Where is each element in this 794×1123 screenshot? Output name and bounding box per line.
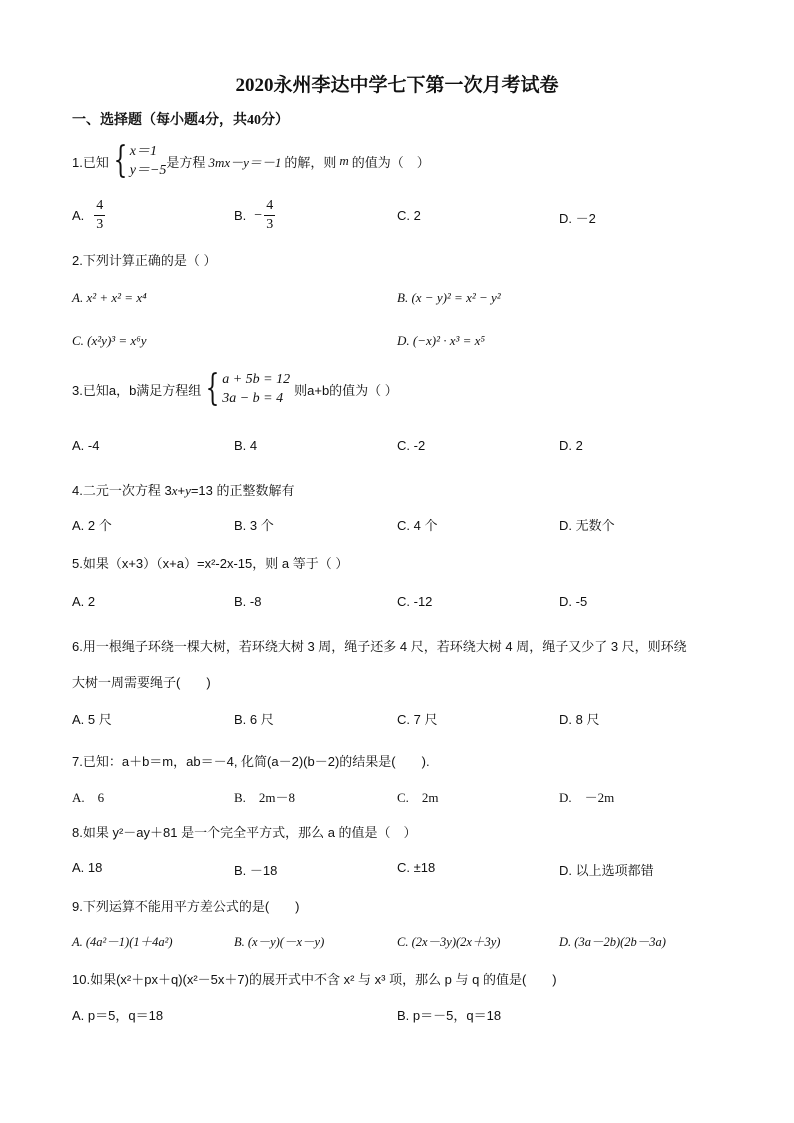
- q1-option-a-denominator: 3: [96, 217, 104, 232]
- question-1-stem: [72, 142, 430, 180]
- q3-equation-system: { a + 5b = 12 3a − b = 4: [205, 368, 291, 409]
- q1-option-b[interactable]: [234, 197, 275, 234]
- q6-option-a[interactable]: A. 5 尺: [72, 712, 112, 727]
- question-6-stem-line-1: 6.用一根绳子环绕一棵大树，若环绕大树 3 周，绳子还多 4 尺，若环绕大树 4 周，绳子又少了 3 尺，则环绕: [72, 639, 687, 654]
- question-7-stem: 7.已知：a＋b＝m，ab＝－4, 化简(a－2)(b－2)的结果是( ).: [72, 754, 430, 769]
- q1-option-b-fraction: [264, 197, 275, 234]
- q3-option-d[interactable]: D. 2: [559, 438, 583, 453]
- q4-stem-pre: 4.二元一次方程 3: [72, 483, 172, 498]
- q9-option-a[interactable]: A. (4a²－1)(1＋4a²): [72, 935, 173, 949]
- q3-option-c[interactable]: C. -2: [397, 438, 426, 453]
- q2-option-c[interactable]: C. (x²y)³ = x⁶y: [72, 333, 147, 348]
- question-5-stem: 5.如果（x+3）（x+a）=x²-2x-15，则 a 等于（ ）: [72, 556, 349, 571]
- q1-system-row-2: y＝−5: [129, 163, 167, 178]
- question-6-stem-line-2: 大树一周需要绳子( ): [72, 675, 211, 690]
- q4-plus: +: [177, 483, 186, 498]
- q6-option-c[interactable]: C. 7 尺: [397, 712, 438, 727]
- q1-variable: m: [339, 153, 349, 168]
- q9-option-d[interactable]: D. (3a－2b)(2b－3a): [559, 935, 666, 949]
- q5-option-d[interactable]: D. -5: [559, 594, 588, 609]
- q5-option-a[interactable]: A. 2: [72, 594, 96, 609]
- q8-option-d[interactable]: D. 以上选项都错: [559, 863, 654, 878]
- q3-suffix: 则a+b的值为（ ）: [294, 382, 398, 398]
- question-2-stem: 2.下列计算正确的是（ ）: [72, 253, 217, 268]
- q3-prefix: 3.已知a，b满足方程组: [72, 382, 202, 398]
- q1-option-b-sign: −: [254, 207, 263, 223]
- section-heading: 一、选择题（每小题4分，共40分）: [72, 113, 289, 128]
- q3-system-row-1: a + 5b = 12: [222, 372, 291, 387]
- q7-option-a[interactable]: A. 6: [72, 790, 105, 805]
- q1-option-a-label: A.: [72, 208, 85, 223]
- q5-option-b[interactable]: B. -8: [234, 594, 262, 609]
- q1-option-b-label: B.: [234, 208, 247, 223]
- q10-option-b[interactable]: B. p＝－5，q＝18: [397, 1008, 502, 1023]
- q1-end: 的值为（ ）: [351, 154, 430, 170]
- q4-option-b[interactable]: B. 3 个: [234, 518, 274, 533]
- question-3-stem: [72, 370, 398, 408]
- question-9-stem: 9.下列运算不能用平方差公式的是( ): [72, 899, 300, 914]
- q1-option-a-fraction: [94, 197, 105, 234]
- q3-option-a[interactable]: A. -4: [72, 438, 100, 453]
- q7-option-c[interactable]: C. 2m: [397, 790, 439, 805]
- q1-option-a[interactable]: [72, 197, 105, 234]
- q2-option-a[interactable]: A. x² + x² = x⁴: [72, 290, 147, 305]
- q9-option-c[interactable]: C. (2x－3y)(2x＋3y): [397, 935, 501, 949]
- question-4-stem: [72, 480, 295, 499]
- q4-stem-post: =13 的正整数解有: [190, 483, 295, 498]
- page-title: 2020永州李达中学七下第一次月考试卷: [235, 75, 559, 96]
- q4-var-y: y: [185, 483, 191, 498]
- q6-option-b[interactable]: B. 6 尺: [234, 712, 274, 727]
- q7-option-b[interactable]: B. 2m－8: [234, 790, 296, 805]
- q4-var-x: x: [171, 483, 178, 498]
- q1-option-b-numerator: 4: [264, 197, 275, 216]
- q1-mid: 是方程: [166, 154, 206, 170]
- q4-option-c[interactable]: C. 4 个: [397, 518, 438, 533]
- q8-option-c[interactable]: C. ±18: [397, 860, 436, 875]
- q1-suffix: 的解，则: [284, 154, 337, 170]
- question-8-stem: 8.如果 y²－ay＋81 是一个完全平方式，那么 a 的值是（ ）: [72, 825, 417, 840]
- q1-option-b-denominator: 3: [266, 217, 274, 232]
- q1-equation: 3mx－y＝－1: [208, 154, 282, 170]
- q5-option-c[interactable]: C. -12: [397, 594, 433, 609]
- q9-option-b[interactable]: B. (x－y)(－x－y): [234, 935, 325, 949]
- q8-option-b[interactable]: B. －18: [234, 863, 278, 878]
- q8-option-a[interactable]: A. 18: [72, 860, 103, 875]
- q7-option-d[interactable]: D. －2m: [559, 790, 615, 805]
- q1-option-c[interactable]: C. 2: [397, 208, 421, 223]
- q1-option-d[interactable]: D. －2: [559, 211, 596, 226]
- q2-option-b[interactable]: B. (x − y)² = x² − y²: [397, 290, 501, 305]
- q1-system-row-1: x＝1: [129, 144, 157, 159]
- q4-option-d[interactable]: D. 无数个: [559, 518, 615, 533]
- q2-option-d[interactable]: D. (−x)² · x³ = x⁵: [397, 333, 485, 348]
- q3-system-row-2: 3a − b = 4: [222, 391, 284, 406]
- q3-option-b[interactable]: B. 4: [234, 438, 258, 453]
- q10-option-a[interactable]: A. p＝5，q＝18: [72, 1008, 164, 1023]
- q1-option-a-numerator: 4: [94, 197, 105, 216]
- q1-equation-system: { x＝1 y＝−5: [113, 140, 167, 181]
- question-10-stem: 10.如果(x²＋px＋q)(x²－5x＋7)的展开式中不含 x² 与 x³ 项，那么 p 与 q 的值是( ): [72, 972, 557, 987]
- q6-option-d[interactable]: D. 8 尺: [559, 712, 600, 727]
- q1-prefix: 1.已知: [72, 154, 109, 170]
- q4-option-a[interactable]: A. 2 个: [72, 518, 112, 533]
